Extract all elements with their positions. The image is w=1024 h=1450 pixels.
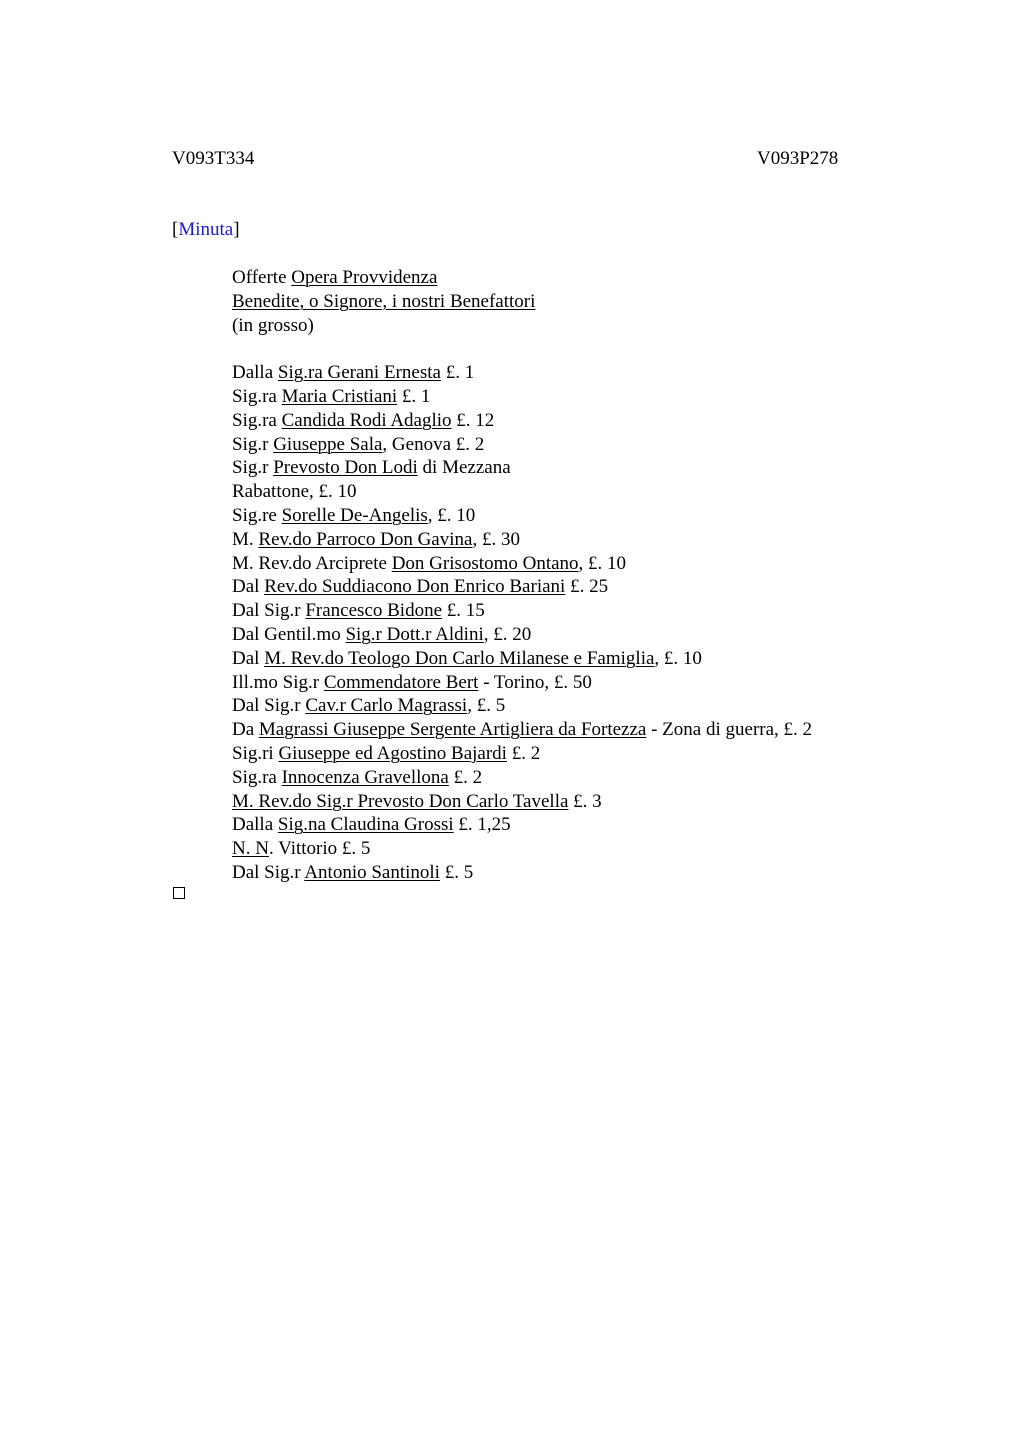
offering-entry — [232, 409, 812, 433]
offering-donor-name: Sig.ra Gerani Ernesta — [277, 362, 441, 384]
offering-entry — [232, 790, 812, 814]
offering-suffix: £. 2 — [448, 766, 483, 788]
document-code-right: V093P278 — [757, 148, 839, 169]
offering-prefix: Sig.ri — [232, 742, 279, 764]
offering-suffix: , Genova £. 2 — [382, 433, 485, 455]
offering-entry — [232, 528, 812, 552]
offering-donor-name: Giuseppe Sala — [273, 433, 383, 455]
offering-prefix: Dal — [232, 647, 265, 669]
offering-entry — [232, 504, 812, 528]
offering-entry — [232, 575, 812, 599]
offering-entry — [232, 694, 812, 718]
offering-prefix: Sig.re — [232, 504, 282, 526]
offering-suffix: £. 1,25 — [453, 814, 511, 836]
offering-entry — [232, 456, 812, 480]
offering-prefix: Sig.ra — [232, 409, 282, 431]
offering-suffix: , £. 20 — [483, 623, 532, 645]
letter-body — [232, 266, 812, 885]
offering-suffix: £. 3 — [568, 790, 602, 812]
offering-suffix: £. 1 — [440, 362, 475, 384]
offering-entry — [232, 718, 812, 742]
offering-suffix: £. 1 — [397, 385, 431, 407]
offering-donor-name: Innocenza Gravellona — [281, 766, 449, 788]
offering-prefix: Dalla — [232, 362, 278, 384]
offering-prefix: Dal — [232, 576, 265, 598]
offering-donor-name: M. Rev.do Teologo Don Carlo Milanese e Famiglia — [264, 647, 655, 669]
heading-prefix: Offerte — [232, 267, 292, 288]
offering-donor-name: Antonio Santinoli — [304, 861, 440, 883]
offering-donor-name: Francesco Bidone — [305, 600, 443, 622]
offering-prefix: M. Rev.do Arciprete — [232, 552, 392, 574]
offering-entry — [232, 742, 812, 766]
offering-entry — [232, 837, 812, 861]
offering-donor-name: Rev.do Parroco Don Gavina — [258, 528, 473, 550]
offering-suffix: £. 12 — [451, 409, 495, 431]
offering-donor-name: Maria Cristiani — [281, 385, 398, 407]
offering-donor-name: Candida Rodi Adaglio — [281, 409, 452, 431]
offering-entry — [232, 385, 812, 409]
offering-suffix: . Vittorio £. 5 — [268, 838, 371, 860]
offering-donor-name: Sig.r Dott.r Aldini — [345, 623, 484, 645]
offering-entry — [232, 433, 812, 457]
offering-prefix: Dal Sig.r — [232, 695, 306, 717]
minuta-link[interactable]: Minuta — [178, 219, 234, 240]
offering-suffix: £. 5 — [439, 861, 474, 883]
offering-suffix: £. 25 — [565, 576, 609, 598]
offering-donor-name: N. N — [232, 838, 269, 860]
offering-suffix: , £. 10 — [427, 504, 476, 526]
offering-prefix: Dal Sig.r — [232, 600, 306, 622]
heading-title: Opera Provvidenza — [291, 267, 438, 288]
offering-prefix: Dal Gentil.mo — [232, 623, 346, 645]
offering-entry — [232, 480, 812, 504]
heading-blessing: Benedite, o Signore, i nostri Benefattori — [232, 290, 536, 312]
offering-prefix: Sig.ra — [232, 385, 282, 407]
offering-prefix: Dal Sig.r — [232, 861, 305, 883]
offering-entry — [232, 647, 812, 671]
offering-donor-name: M. Rev.do Sig.r Prevosto Don Carlo Tavella — [232, 790, 569, 812]
offering-prefix: Dalla — [232, 814, 278, 836]
offering-prefix: Rabattone, £. 10 — [232, 481, 357, 503]
offering-prefix: Sig.r — [232, 433, 274, 455]
offering-suffix: , £. 10 — [578, 552, 627, 574]
offering-suffix: - Zona di guerra, £. 2 — [646, 719, 813, 741]
offering-suffix: £. 2 — [506, 742, 541, 764]
minuta-label — [172, 218, 240, 241]
offering-prefix: Sig.r — [232, 457, 274, 479]
offering-suffix: , £. 5 — [467, 695, 506, 717]
offering-donor-name: Commendatore Bert — [323, 671, 479, 693]
offering-donor-name: Rev.do Suddiacono Don Enrico Bariani — [264, 576, 566, 598]
offering-donor-name: Prevosto Don Lodi — [273, 457, 418, 479]
offering-donor-name: Sorelle De-Angelis — [281, 504, 428, 526]
offering-entry — [232, 361, 812, 385]
spacer — [232, 337, 812, 361]
offering-entry — [232, 766, 812, 790]
heading-line-2 — [232, 290, 812, 314]
heading-line-3: (in grosso) — [232, 314, 314, 336]
heading-line-1 — [232, 266, 812, 290]
offering-suffix: di Mezzana — [417, 457, 511, 479]
offering-donor-name: Magrassi Giuseppe Sergente Artigliera da Fortezza — [258, 719, 647, 741]
offering-prefix: Sig.ra — [232, 766, 282, 788]
offerings-list — [232, 361, 812, 885]
offering-entry — [232, 623, 812, 647]
offering-entry — [232, 599, 812, 623]
offering-donor-name: Don Grisostomo Ontano — [391, 552, 579, 574]
offering-donor-name: Cav.r Carlo Magrassi — [305, 695, 468, 717]
offering-prefix: Da — [232, 719, 259, 741]
offering-suffix: £. 15 — [442, 600, 485, 622]
offering-entry — [232, 861, 812, 885]
offering-prefix: Ill.mo Sig.r — [232, 671, 324, 693]
offering-prefix: M. — [232, 528, 259, 550]
empty-square-icon — [173, 887, 185, 899]
offering-suffix: , £. 30 — [472, 528, 520, 550]
offering-entry — [232, 671, 812, 695]
offering-donor-name: Giuseppe ed Agostino Bajardi — [278, 742, 507, 764]
offering-suffix: , £. 10 — [654, 647, 702, 669]
offering-entry — [232, 552, 812, 576]
offering-donor-name: Sig.na Claudina Grossi — [277, 814, 454, 836]
offering-entry — [232, 813, 812, 837]
minuta-bracket-open: [ — [172, 219, 179, 240]
minuta-bracket-close: ] — [233, 219, 240, 240]
document-code-left: V093T334 — [172, 148, 255, 169]
offering-suffix: - Torino, £. 50 — [478, 671, 592, 693]
